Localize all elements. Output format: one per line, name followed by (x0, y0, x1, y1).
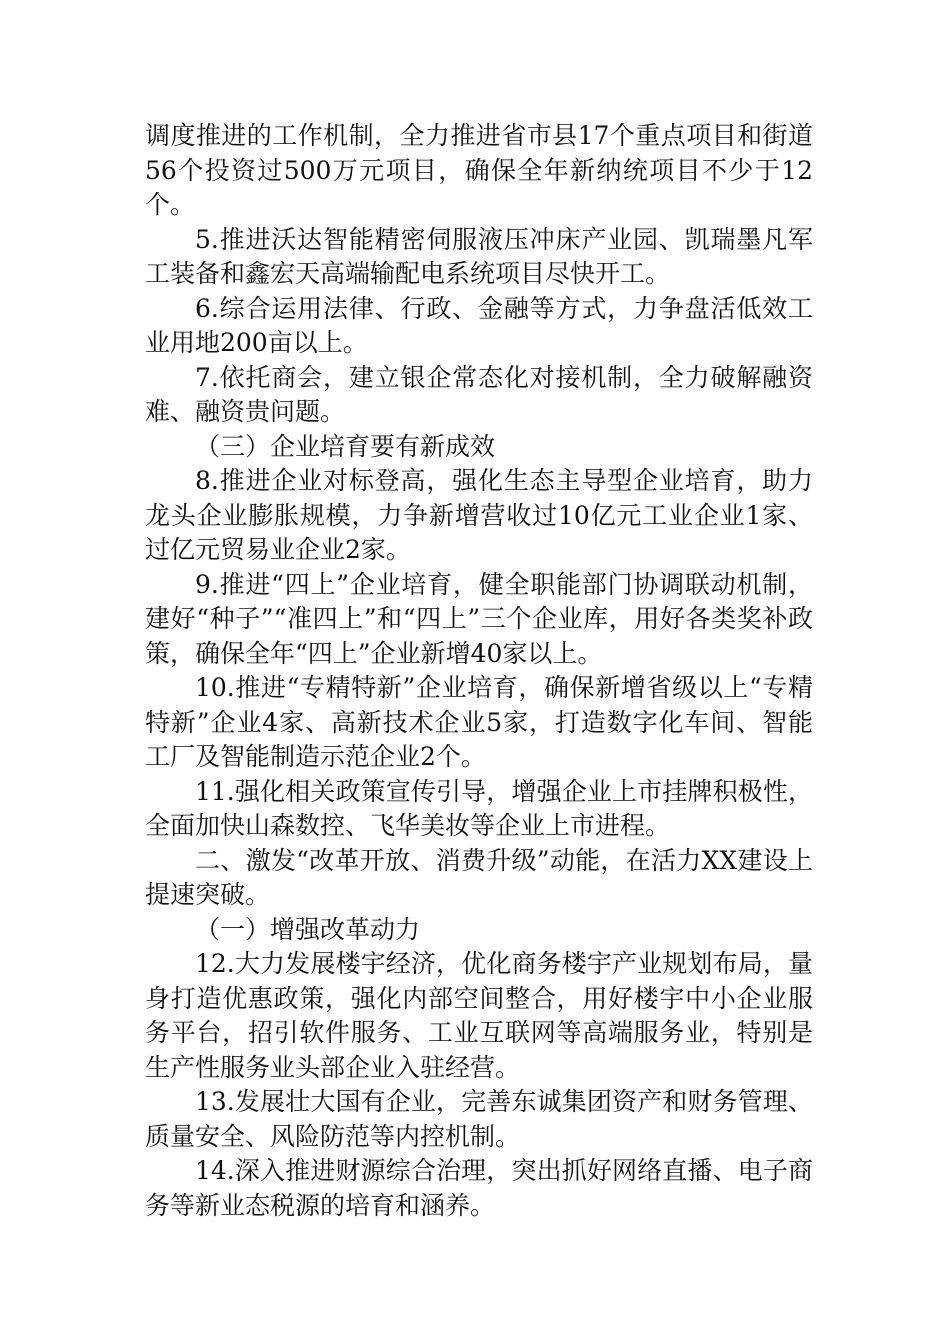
paragraph-item-13: 13.发展壮大国有企业，完善东诚集团资产和财务管理、质量安全、风险防范等内控机制。 (145, 1087, 813, 1151)
paragraph-item-14: 14.深入推进财源综合治理，突出抓好网络直播、电子商务等新业态税源的培育和涵养。 (145, 1156, 813, 1220)
document-page (145, 119, 813, 1223)
paragraph-item-5: 5.推进沃达智能精密伺服液压冲床产业园、凯瑞墨凡军工装备和鑫宏天高端输配电系统项目尽快开工。 (145, 224, 813, 288)
section-heading-two: 二、激发“改革开放、消费升级”动能，在活力XX建设上提速突破。 (145, 845, 813, 909)
subheading-enterprise-cultivation: （三）企业培育要有新成效 (195, 431, 496, 461)
paragraph-item-7: 7.依托商会，建立银企常态化对接机制，全力破解融资难、融资贵问题。 (145, 362, 813, 426)
paragraph-item-12: 12.大力发展楼宇经济，优化商务楼宇产业规划布局，量身打造优惠政策，强化内部空间整合，用好楼宇中小企业服务平台，招引软件服务、工业互联网等高端服务业，特别是生产性服务业头部企业入驻经营。 (145, 949, 813, 1082)
paragraph-item-9: 9.推进“四上”企业培育，健全职能部门协调联动机制，建好“种子”“准四上”和“四上”三个企业库，用好各类奖补政策，确保全年“四上”企业新增40家以上。 (145, 569, 813, 668)
paragraph-item-6: 6.综合运用法律、行政、金融等方式，力争盘活低效工业用地200亩以上。 (145, 293, 813, 357)
paragraph-item-10: 10.推进“专精特新”企业培育，确保新增省级以上“专精特新”企业4家、高新技术企业5家，打造数字化车间、智能工厂及智能制造示范企业2个。 (145, 673, 813, 771)
subheading-reform-momentum: （一）增强改革动力 (195, 914, 421, 944)
paragraph-continuation: 调度推进的工作机制，全力推进省市县17个重点项目和街道56个投资过500万元项目，确保全年新纳统项目不少于12个。 (145, 121, 813, 219)
paragraph-item-8: 8.推进企业对标登高，强化生态主导型企业培育，助力龙头企业膨胀规模，力争新增营收过10亿元工业企业1家、过亿元贸易业企业2家。 (145, 466, 813, 564)
paragraph-item-11: 11.强化相关政策宣传引导，增强企业上市挂牌积极性，全面加快山森数控、飞华美妆等企业上市进程。 (145, 776, 813, 840)
